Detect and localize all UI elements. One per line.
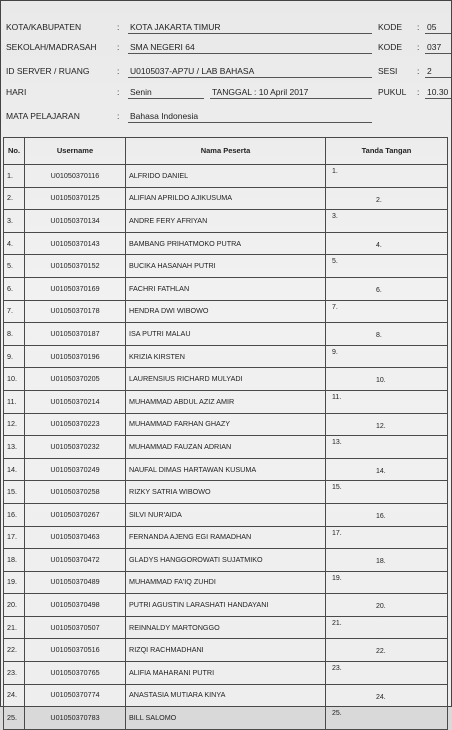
colon: : xyxy=(117,22,120,32)
row-number: 18. xyxy=(4,549,25,572)
table-row xyxy=(4,571,448,594)
signature-number: 18. xyxy=(376,558,386,566)
signature-number: 12. xyxy=(376,422,386,430)
signature-cell[interactable] xyxy=(326,549,448,572)
col-header-username: Username xyxy=(25,138,126,165)
sesi-label: SESI xyxy=(378,66,398,76)
sekolah-label: SEKOLAH/MADRASAH xyxy=(6,42,97,52)
row-nama: BUCIKA HASANAH PUTRI xyxy=(126,255,326,278)
row-username: U01050370463 xyxy=(25,526,126,549)
row-username: U01050370152 xyxy=(25,255,126,278)
row-number: 17. xyxy=(4,526,25,549)
row-nama: PUTRI AGUSTIN LARASHATI HANDAYANI xyxy=(126,594,326,617)
colon: : xyxy=(417,42,420,52)
row-nama: SILVI NUR'AIDA xyxy=(126,503,326,526)
colon: : xyxy=(117,42,120,52)
row-number: 9. xyxy=(4,345,25,368)
signature-number: 24. xyxy=(376,693,386,701)
colon: : xyxy=(117,87,120,97)
table-row xyxy=(4,390,448,413)
row-username: U01050370489 xyxy=(25,571,126,594)
server-label: ID SERVER / RUANG xyxy=(6,66,90,76)
kota-label: KOTA/KABUPATEN xyxy=(6,22,82,32)
table-row xyxy=(4,187,448,210)
table-row xyxy=(4,323,448,346)
colon: : xyxy=(417,87,420,97)
hari-value: Senin xyxy=(128,87,204,99)
signature-cell[interactable] xyxy=(326,323,448,346)
table-row xyxy=(4,413,448,436)
table-header-row xyxy=(4,138,448,165)
kode1-label: KODE xyxy=(378,22,403,32)
table-row xyxy=(4,436,448,459)
row-number: 3. xyxy=(4,210,25,233)
signature-number: 3. xyxy=(332,213,338,221)
row-nama: MUHAMMAD FARHAN GHAZY xyxy=(126,413,326,436)
row-username: U01050370498 xyxy=(25,594,126,617)
table-row xyxy=(4,594,448,617)
row-nama: RIZQI RACHMADHANI xyxy=(126,639,326,662)
row-username: U01050370196 xyxy=(25,345,126,368)
row-username: U01050370125 xyxy=(25,187,126,210)
row-username: U01050370116 xyxy=(25,165,126,188)
signature-cell[interactable] xyxy=(326,684,448,707)
signature-cell[interactable] xyxy=(326,571,448,594)
signature-number: 22. xyxy=(376,648,386,656)
signature-cell[interactable] xyxy=(326,187,448,210)
row-nama: LAURENSIUS RICHARD MULYADI xyxy=(126,368,326,391)
row-nama: ALIFIAN APRILDO AJIKUSUMA xyxy=(126,187,326,210)
signature-number: 7. xyxy=(332,303,338,311)
row-username: U01050370472 xyxy=(25,549,126,572)
kota-value: KOTA JAKARTA TIMUR xyxy=(128,22,372,34)
signature-cell[interactable] xyxy=(326,345,448,368)
header-row-server xyxy=(0,66,452,80)
table-row xyxy=(4,255,448,278)
row-username: U01050370783 xyxy=(25,707,126,730)
row-username: U01050370187 xyxy=(25,323,126,346)
row-number: 13. xyxy=(4,436,25,459)
colon: : xyxy=(417,22,420,32)
row-nama: HENDRA DWI WIBOWO xyxy=(126,300,326,323)
signature-cell[interactable] xyxy=(326,413,448,436)
signature-cell[interactable] xyxy=(326,594,448,617)
signature-cell[interactable] xyxy=(326,616,448,639)
hari-label: HARI xyxy=(6,87,27,97)
table-row xyxy=(4,277,448,300)
row-nama: KRIZIA KIRSTEN xyxy=(126,345,326,368)
row-username: U01050370169 xyxy=(25,277,126,300)
row-nama: GLADYS HANGGOROWATI SUJATMIKO xyxy=(126,549,326,572)
row-username: U01050370249 xyxy=(25,458,126,481)
row-number: 7. xyxy=(4,300,25,323)
server-value: U0105037-AP7U / LAB BAHASA xyxy=(128,66,372,78)
signature-cell[interactable] xyxy=(326,255,448,278)
row-number: 10. xyxy=(4,368,25,391)
signature-cell[interactable] xyxy=(326,368,448,391)
signature-cell[interactable] xyxy=(326,639,448,662)
signature-number: 11. xyxy=(332,393,342,401)
row-nama: MUHAMMAD FA'IQ ZUHDI xyxy=(126,571,326,594)
signature-number: 16. xyxy=(376,512,386,520)
row-number: 12. xyxy=(4,413,25,436)
header-row-mapel xyxy=(0,111,452,125)
pukul-value: 10.30 xyxy=(425,87,451,99)
mapel-label: MATA PELAJARAN xyxy=(6,111,80,121)
table-row xyxy=(4,481,448,504)
row-username: U01050370232 xyxy=(25,436,126,459)
signature-cell[interactable] xyxy=(326,526,448,549)
table-row xyxy=(4,549,448,572)
row-username: U01050370223 xyxy=(25,413,126,436)
row-nama: ALIFIA MAHARANI PUTRI xyxy=(126,662,326,685)
row-number: 20. xyxy=(4,594,25,617)
row-username: U01050370774 xyxy=(25,684,126,707)
signature-number: 10. xyxy=(376,377,386,385)
signature-number: 4. xyxy=(376,241,382,249)
row-nama: NAUFAL DIMAS HARTAWAN KUSUMA xyxy=(126,458,326,481)
signature-number: 2. xyxy=(376,196,382,204)
kode2-value: 037 xyxy=(425,42,451,54)
row-username: U01050370214 xyxy=(25,390,126,413)
mapel-value: Bahasa Indonesia xyxy=(128,111,372,123)
row-username: U01050370178 xyxy=(25,300,126,323)
row-username: U01050370507 xyxy=(25,616,126,639)
col-header-no: No. xyxy=(4,138,25,165)
signature-cell[interactable] xyxy=(326,232,448,255)
row-nama: ANASTASIA MUTIARA KINYA xyxy=(126,684,326,707)
row-number: 11. xyxy=(4,390,25,413)
signature-number: 6. xyxy=(376,286,382,294)
table-row xyxy=(4,210,448,233)
table-row xyxy=(4,684,448,707)
table-row xyxy=(4,300,448,323)
row-number: 19. xyxy=(4,571,25,594)
signature-cell[interactable] xyxy=(326,165,448,188)
signature-cell[interactable] xyxy=(326,458,448,481)
colon: : xyxy=(417,66,420,76)
table-row xyxy=(4,368,448,391)
signature-number: 15. xyxy=(332,484,342,492)
table-row xyxy=(4,639,448,662)
sesi-value: 2 xyxy=(425,66,451,78)
row-nama: BILL SALOMO xyxy=(126,707,326,730)
row-number: 22. xyxy=(4,639,25,662)
row-username: U01050370267 xyxy=(25,503,126,526)
row-number: 23. xyxy=(4,662,25,685)
table-row xyxy=(4,503,448,526)
signature-cell[interactable] xyxy=(326,300,448,323)
signature-cell[interactable] xyxy=(326,210,448,233)
col-header-nama: Nama Peserta xyxy=(126,138,326,165)
attendance-table xyxy=(3,137,448,730)
kode1-value: 05 xyxy=(425,22,451,34)
row-number: 15. xyxy=(4,481,25,504)
header-row-hari xyxy=(0,87,452,101)
pukul-label: PUKUL xyxy=(378,87,407,97)
table-row xyxy=(4,616,448,639)
table-row xyxy=(4,232,448,255)
row-number: 5. xyxy=(4,255,25,278)
row-username: U01050370205 xyxy=(25,368,126,391)
row-number: 25. xyxy=(4,707,25,730)
signature-number: 20. xyxy=(376,603,386,611)
signature-cell[interactable] xyxy=(326,481,448,504)
row-nama: ISA PUTRI MALAU xyxy=(126,323,326,346)
table-row xyxy=(4,165,448,188)
header-row-kota xyxy=(0,22,452,36)
kode2-label: KODE xyxy=(378,42,403,52)
row-number: 14. xyxy=(4,458,25,481)
row-number: 21. xyxy=(4,616,25,639)
signature-cell[interactable] xyxy=(326,662,448,685)
row-nama: FACHRI FATHLAN xyxy=(126,277,326,300)
colon: : xyxy=(117,66,120,76)
row-username: U01050370134 xyxy=(25,210,126,233)
row-nama: REINNALDY MARTONGGO xyxy=(126,616,326,639)
sekolah-value: SMA NEGERI 64 xyxy=(128,42,372,54)
signature-cell[interactable] xyxy=(326,436,448,459)
colon: : xyxy=(117,111,120,121)
row-username: U01050370765 xyxy=(25,662,126,685)
signature-number: 13. xyxy=(332,439,342,447)
header-row-sekolah xyxy=(0,42,452,56)
signature-number: 25. xyxy=(332,710,342,718)
table-row xyxy=(4,345,448,368)
signature-cell[interactable] xyxy=(326,707,448,730)
signature-cell[interactable] xyxy=(326,277,448,300)
table-row xyxy=(4,707,448,730)
row-number: 6. xyxy=(4,277,25,300)
signature-number: 9. xyxy=(332,348,338,356)
table-row xyxy=(4,662,448,685)
row-nama: RIZKY SATRIA WIBOWO xyxy=(126,481,326,504)
row-number: 4. xyxy=(4,232,25,255)
row-username: U01050370143 xyxy=(25,232,126,255)
row-nama: ANDRE FERY AFRIYAN xyxy=(126,210,326,233)
signature-number: 8. xyxy=(376,332,382,340)
row-number: 8. xyxy=(4,323,25,346)
signature-number: 5. xyxy=(332,258,338,266)
row-number: 1. xyxy=(4,165,25,188)
row-nama: ALFRIDO DANIEL xyxy=(126,165,326,188)
signature-number: 23. xyxy=(332,665,342,673)
row-nama: MUHAMMAD FAUZAN ADRIAN xyxy=(126,436,326,459)
row-number: 16. xyxy=(4,503,25,526)
col-header-ttd: Tanda Tangan xyxy=(326,138,448,165)
row-nama: MUHAMMAD ABDUL AZIZ AMIR xyxy=(126,390,326,413)
row-username: U01050370516 xyxy=(25,639,126,662)
signature-number: 14. xyxy=(376,467,386,475)
table-row xyxy=(4,458,448,481)
tanggal-value: TANGGAL : 10 April 2017 xyxy=(210,87,372,99)
row-number: 2. xyxy=(4,187,25,210)
signature-cell[interactable] xyxy=(326,390,448,413)
signature-number: 19. xyxy=(332,574,342,582)
row-number: 24. xyxy=(4,684,25,707)
signature-number: 17. xyxy=(332,529,342,537)
signature-cell[interactable] xyxy=(326,503,448,526)
table-row xyxy=(4,526,448,549)
row-nama: FERNANDA AJENG EGI RAMADHAN xyxy=(126,526,326,549)
row-nama: BAMBANG PRIHATMOKO PUTRA xyxy=(126,232,326,255)
row-username: U01050370258 xyxy=(25,481,126,504)
signature-number: 21. xyxy=(332,619,342,627)
signature-number: 1. xyxy=(332,168,338,175)
